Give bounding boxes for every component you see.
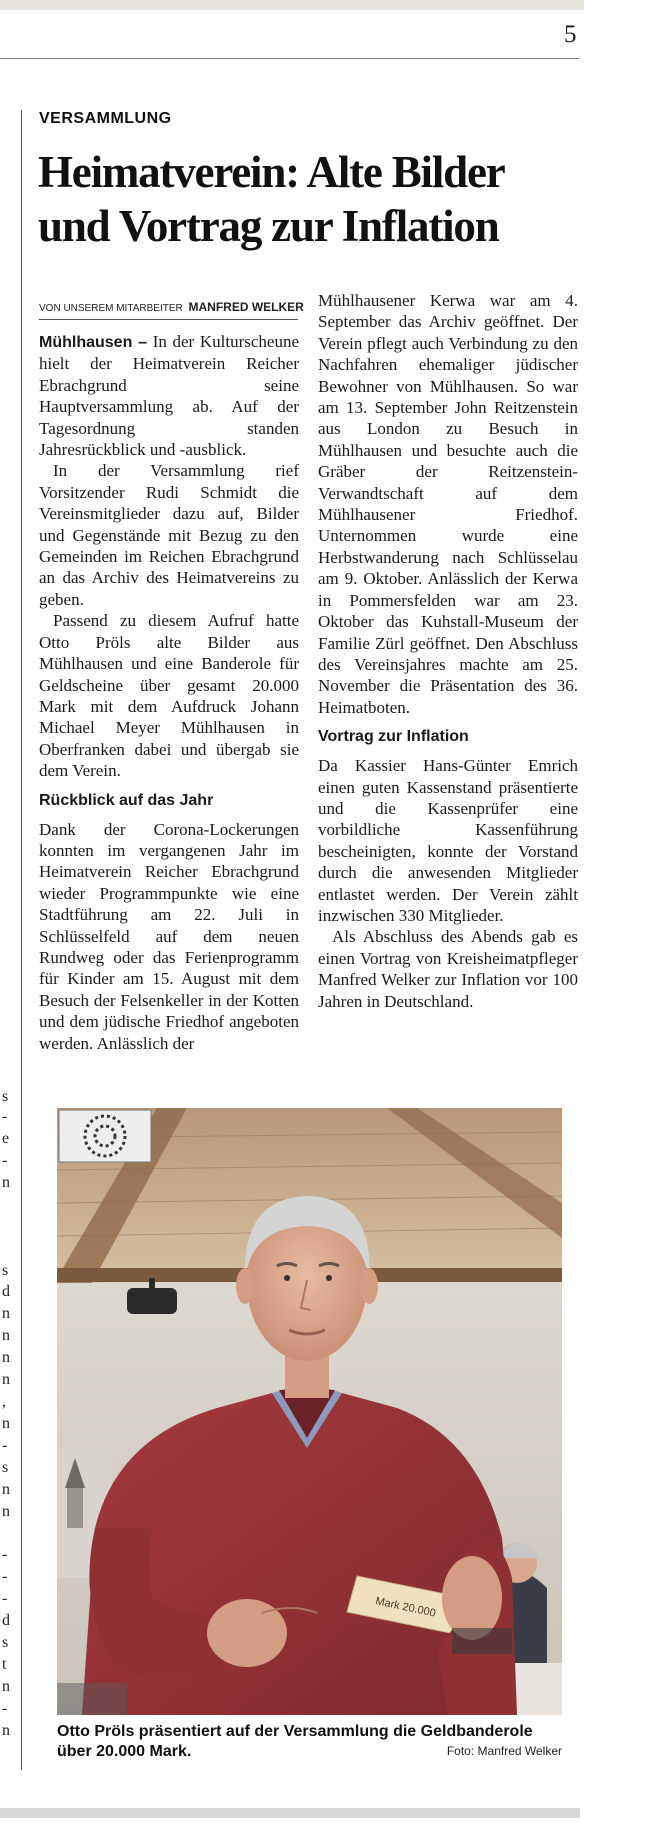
- bottom-rule: [0, 1808, 580, 1818]
- ceiling-vent-icon: [59, 1110, 151, 1162]
- edge-fragment: n: [2, 1327, 10, 1344]
- article-kicker: VERSAMMLUNG: [39, 110, 172, 127]
- subheading-inflation: Vortrag zur Inflation: [318, 728, 469, 746]
- edge-fragment: n: [2, 1305, 10, 1322]
- edge-fragment: e: [2, 1130, 10, 1147]
- edge-fragment: s: [2, 1459, 9, 1476]
- byline-prefix: VON UNSEREM MITARBEITER: [39, 303, 183, 314]
- paragraph-3: Passend zu diesem Aufruf hatte Otto Pröls alte Bilder aus Mühlhausen und eine Banderole für Geldscheine über gesamt 20.000 Mark mit dem Aufdruck Johann Michael Meyer Mühlhausen in Oberfranken dabei und übergab sie dem Verein.: [39, 611, 299, 781]
- edge-fragment: s: [2, 1634, 9, 1651]
- subheading-review: Rückblick auf das Jahr: [39, 791, 214, 809]
- edge-fragment: n: [2, 1415, 10, 1432]
- edge-fragment: n: [2, 1722, 10, 1739]
- headline-line-1: Heimatverein: Alte Bilder: [38, 147, 505, 197]
- edge-fragment: -: [2, 1152, 8, 1169]
- article-photo: [57, 1108, 562, 1715]
- photo-caption: [57, 1722, 562, 1762]
- edge-fragment: -: [2, 1700, 8, 1717]
- edge-fragment: n: [2, 1481, 10, 1498]
- article-column-1: [39, 331, 299, 1054]
- paragraph-1: [39, 331, 299, 460]
- paragraph-1-text: In der Kulturscheune hielt der Heimatverein Reicher Ebrachgrund seine Hauptversammlung ab. Auf der Tagesordnung standen Jahresrückblick und -ausblick.: [39, 332, 299, 460]
- edge-fragment: n: [2, 1349, 10, 1366]
- top-rule: [0, 0, 584, 10]
- edge-fragment: -: [2, 1108, 8, 1125]
- edge-fragment: d: [2, 1612, 10, 1629]
- edge-fragment: s: [2, 1262, 9, 1279]
- paragraph-4: Dank der Corona-Lockerungen konnten im vergangenen Jahr im Heimatverein Reicher Ebrachgrund wieder Programmpunkte wie eine Stadtführung am 22. Juli in Schlüsselfeld auf dem neuen Rundweg oder das Ferienprogramm für Kinder am 15. August mit dem Besuch der Felsenkeller in der Kotten und dem jüdische Friedhof angeboten werden. Anlässlich der: [39, 819, 299, 1053]
- paragraph-4-continued: Mühlhausener Kerwa war am 4. September das Archiv geöffnet. Der Verein pflegt auch Verbindung zu den Nachfahren ehemaliger jüdischer Bewohner von Mühlhausen. So war am 13. September John Reitzenstein aus London zu Besuch in Mühlhausen und besuchte auch die Gräber der Reitzenstein-Verwandtschaft auf dem Mühlhausener Friedhof. Unternommen wurde eine Herbstwanderung nach Schlüsselau am 9. Oktober. Anlässlich der Kerwa in Pommersfelden war am 23. Oktober das Kuhstall-Museum der Familie Zürl geöffnet. Den Abschluss des Vereinsjahres machte am 25. November die Präsentation des 36. Heimatboten.: [318, 291, 578, 717]
- header-rule: [0, 58, 579, 59]
- edge-fragment: n: [2, 1371, 10, 1388]
- paragraph-5: Da Kassier Hans-Günter Emrich einen guten Kassenstand präsentierte und die Kassenprüfer eine vorbildliche Kassenführung bescheinigten, konnte der Vorstand durch die anwesenden Mitglieder entlastet werden. Der Verein zählt inzwischen 330 Mitglieder.: [318, 756, 578, 925]
- article-headline: [38, 145, 578, 253]
- edge-fragment: -: [2, 1546, 8, 1563]
- caption-line-1: Otto Pröls präsentiert auf der Versammlung die Geldbanderole: [57, 1723, 533, 1740]
- edge-fragment: -: [2, 1568, 8, 1585]
- adjacent-column-fragments: [0, 0, 10, 1800]
- edge-fragment: n: [2, 1678, 10, 1695]
- edge-fragment: d: [2, 1283, 10, 1300]
- edge-fragment: ,: [2, 1393, 6, 1410]
- edge-fragment: s: [2, 1088, 9, 1105]
- edge-fragment: -: [2, 1590, 8, 1607]
- dateline: Mühlhausen –: [39, 334, 148, 351]
- paragraph-6: Als Abschluss des Abends gab es einen Vortrag von Kreisheimatpfleger Manfred Welker zur Inflation vor 100 Jahren in Deutschland.: [318, 927, 578, 1011]
- column-divider: [21, 110, 22, 1770]
- byline-author: MANFRED WELKER: [188, 300, 304, 314]
- edge-fragment: n: [2, 1503, 10, 1520]
- caption-line-2: über 20.000 Mark.: [57, 1743, 192, 1760]
- banderole-text: Mark 20.000: [374, 1595, 437, 1620]
- edge-fragment: -: [2, 1437, 8, 1454]
- article-column-2: [318, 290, 578, 1012]
- page-number: 5: [564, 21, 577, 48]
- paragraph-2: In der Versammlung rief Vorsitzender Rudi Schmidt die Vereinsmitglieder dazu auf, Bilder und Gegenstände mit Bezug zu den Gemeinden im Reichen Ebrachgrund an das Archiv des Heimatvereins zu geben.: [39, 461, 299, 609]
- photo-credit: Foto: Manfred Welker: [446, 1744, 562, 1758]
- byline: [39, 300, 304, 320]
- headline-line-2: und Vortrag zur Inflation: [38, 201, 499, 251]
- edge-fragment: t: [2, 1656, 7, 1673]
- edge-fragment: n: [2, 1174, 10, 1191]
- photo-illustration: [57, 1108, 562, 1715]
